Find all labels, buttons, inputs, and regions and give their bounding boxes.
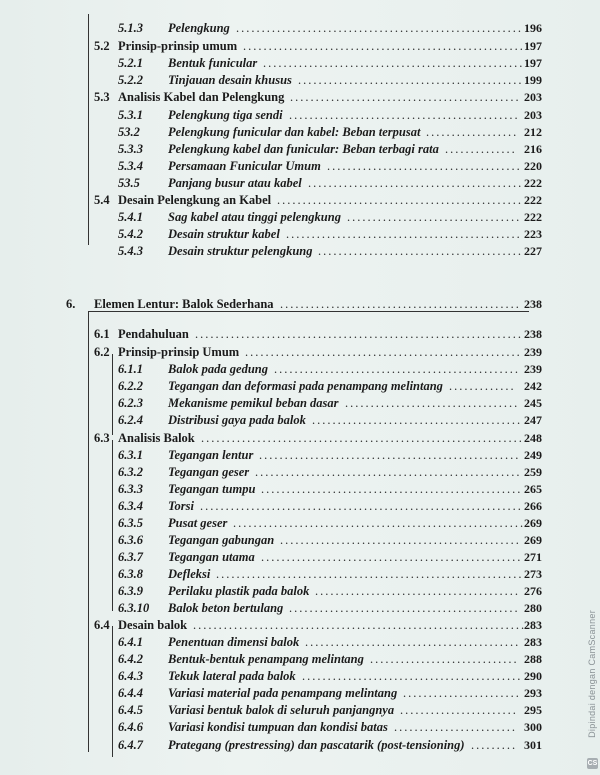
- toc-entry-page: 239: [524, 362, 542, 376]
- toc-entry-title: Perilaku plastik pada balok: [168, 584, 310, 598]
- toc-entry-page: 238: [524, 327, 542, 341]
- toc-entry-page: 265: [524, 482, 542, 496]
- leader-dots: .................................................................: [193, 618, 527, 632]
- leader-dots: ..................: [426, 125, 519, 139]
- toc-entry-number: 6.3.7: [118, 550, 143, 564]
- leader-dots: ...................................................: [261, 482, 523, 496]
- leader-dots: ............................................: [298, 73, 524, 87]
- toc-entry-title: Pelengkung funicular dan kabel: Beban terpusat: [168, 125, 421, 139]
- toc-entry-number: 6.4.1: [118, 635, 143, 649]
- toc-entry-title: Variasi material pada penampang melintang: [168, 686, 398, 700]
- leader-dots: .............................................: [289, 108, 520, 122]
- toc-entry: [0, 532, 600, 549]
- toc-entry-page: 248: [524, 431, 542, 445]
- toc-entry: [0, 72, 600, 89]
- toc-entry-title: Pelengkung: [168, 21, 230, 35]
- toc-entry-title: Tegangan tumpu: [168, 482, 256, 496]
- toc-entry-number: 6.3.2: [118, 465, 143, 479]
- toc-entry: [0, 209, 600, 226]
- leader-dots: ...................................................: [261, 550, 523, 564]
- toc-entry: [0, 226, 600, 243]
- leader-dots: .......................................................: [243, 39, 525, 53]
- leader-dots: .......................: [400, 703, 518, 717]
- toc-entry-page: 276: [524, 584, 542, 598]
- toc-entry: [0, 719, 600, 736]
- toc-entry-page: 301: [524, 738, 542, 752]
- toc-entry-title: Tegangan lentur: [168, 448, 254, 462]
- toc-entry: [0, 464, 600, 481]
- toc-entry-page: 293: [524, 686, 542, 700]
- leader-dots: ...............................................................: [200, 499, 523, 513]
- section-bracket-line: [112, 440, 113, 611]
- leader-dots: ..........................................: [305, 635, 521, 649]
- toc-entry-number: 6.: [66, 297, 76, 311]
- leader-dots: .........................................: [312, 413, 523, 427]
- toc-entry-number: 6.1: [94, 327, 110, 341]
- toc-entry-page: 196: [524, 21, 542, 35]
- toc-entry-title: Tegangan utama: [168, 550, 255, 564]
- toc-entry-page: 239: [524, 345, 542, 359]
- section-bracket-line: [88, 14, 89, 245]
- toc-entry-page: 288: [524, 652, 542, 666]
- toc-entry-number: 5.4: [94, 193, 110, 207]
- leader-dots: ................................................: [274, 362, 520, 376]
- toc-entry-page: 238: [524, 297, 542, 311]
- toc-entry-title: Balok beton bertulang: [168, 601, 284, 615]
- toc-entry-page: 259: [524, 465, 542, 479]
- toc-entry: [0, 89, 600, 106]
- toc-entry: [0, 361, 600, 378]
- toc-entry-page: 216: [524, 142, 542, 156]
- leader-dots: ...................................................: [263, 56, 525, 70]
- toc-entry-number: 6.3.6: [118, 533, 143, 547]
- leader-dots: .............................................: [290, 90, 521, 104]
- toc-entry: [0, 395, 600, 412]
- leader-dots: ...........................................: [302, 669, 523, 683]
- toc-entry: [0, 617, 600, 634]
- toc-entry-number: 6.2: [94, 345, 110, 359]
- toc-entry-number: 5.3.3: [118, 142, 143, 156]
- leader-dots: ........................................: [315, 584, 520, 598]
- toc-entry: [0, 600, 600, 617]
- toc-entry: [0, 344, 600, 361]
- leader-dots: ...............................................: [280, 297, 521, 311]
- toc-entry-page: 269: [524, 516, 542, 530]
- toc-entry-title: Tegangan dan deformasi pada penampang melintang: [168, 379, 443, 393]
- toc-entry-title: Prinsip-prinsip Umum: [118, 345, 240, 359]
- toc-entry-page: 242: [524, 379, 542, 393]
- toc-entry-page: 283: [524, 635, 542, 649]
- toc-entry: [0, 481, 600, 498]
- toc-entry-title: Bentuk-bentuk penampang melintang: [168, 652, 364, 666]
- toc-entry-page: 223: [524, 227, 542, 241]
- toc-entry: [0, 566, 600, 583]
- toc-entry-number: 6.1.1: [118, 362, 143, 376]
- section-bracket-line: [112, 354, 113, 435]
- leader-dots: ..................................: [347, 210, 522, 224]
- leader-dots: .............................: [370, 652, 519, 666]
- toc-entry-title: Distribusi gaya pada balok: [168, 413, 306, 427]
- scanner-watermark: Dipindai dengan CamScanner: [587, 610, 597, 738]
- toc-entry: [0, 326, 600, 343]
- toc-entry: [0, 737, 600, 754]
- toc-entry: [0, 107, 600, 124]
- toc-entry-number: 6.4.3: [118, 669, 143, 683]
- toc-entry-page: 295: [524, 703, 542, 717]
- toc-entry-page: 271: [524, 550, 542, 564]
- toc-entry-number: 6.4.5: [118, 703, 143, 717]
- toc-entry-number: 53.5: [118, 176, 140, 190]
- leader-dots: ...............................................: [280, 533, 521, 547]
- toc-entry-title: Tegangan geser: [168, 465, 250, 479]
- leader-dots: ........................................................: [236, 21, 523, 35]
- toc-entry-page: 197: [524, 39, 542, 53]
- toc-entry-number: 5.2: [94, 39, 110, 53]
- toc-entry-page: 269: [524, 533, 542, 547]
- toc-entry-number: 6.3.1: [118, 448, 143, 462]
- leader-dots: ...................................................: [259, 448, 521, 462]
- leader-dots: ........................: [394, 720, 517, 734]
- toc-entry-number: 6.3.8: [118, 567, 143, 581]
- toc-entry: [0, 412, 600, 429]
- toc-entry-number: 5.4.3: [118, 244, 143, 258]
- toc-entry: [0, 158, 600, 175]
- toc-entry: [0, 702, 600, 719]
- leader-dots: .........: [471, 738, 518, 752]
- toc-entry-page: 273: [524, 567, 542, 581]
- toc-entry: [0, 651, 600, 668]
- toc-entry: [0, 685, 600, 702]
- toc-entry-title: Analisis Balok: [118, 431, 195, 445]
- toc-entry-number: 6.3.4: [118, 499, 143, 513]
- toc-entry-number: 6.3.5: [118, 516, 143, 530]
- toc-entry-page: 227: [524, 244, 542, 258]
- toc-entry: [0, 634, 600, 651]
- toc-entry-number: 5.3.4: [118, 159, 143, 173]
- toc-entry-page: 290: [524, 669, 542, 683]
- toc-entry-number: 6.3.10: [118, 601, 150, 615]
- toc-entry-page: 203: [524, 108, 542, 122]
- toc-entry-title: Pelengkung kabel dan funicular: Beban terbagi rata: [168, 142, 439, 156]
- toc-entry-title: Tegangan gabungan: [168, 533, 275, 547]
- toc-entry-title: Variasi bentuk balok di seluruh panjangnya: [168, 703, 395, 717]
- leader-dots: ......................................: [327, 159, 522, 173]
- leader-dots: ..................................: [345, 396, 520, 410]
- toc-entry: [0, 141, 600, 158]
- toc-entry-title: Sag kabel atau tinggi pelengkung: [168, 210, 341, 224]
- toc-entry-title: Persamaan Funicular Umum: [168, 159, 321, 173]
- toc-entry-number: 6.2.2: [118, 379, 143, 393]
- toc-entry: [0, 668, 600, 685]
- toc-entry-number: 53.2: [118, 125, 140, 139]
- toc-entry-number: 5.1.3: [118, 21, 143, 35]
- toc-entry: [0, 549, 600, 566]
- toc-entry-number: 6.4: [94, 618, 110, 632]
- toc-entry-title: Tekuk lateral pada balok: [168, 669, 296, 683]
- toc-entry: [0, 38, 600, 55]
- leader-dots: .............................................: [289, 601, 520, 615]
- leader-dots: ..............................................: [286, 227, 522, 241]
- toc-entry-number: 5.2.1: [118, 56, 143, 70]
- section-bracket-line: [88, 311, 89, 752]
- toc-entry-page: 199: [524, 73, 542, 87]
- toc-entry: [0, 20, 600, 37]
- toc-entry: [0, 447, 600, 464]
- section-bracket-line: [112, 626, 113, 757]
- leader-dots: .......................: [403, 686, 521, 700]
- leader-dots: ................................................: [277, 193, 523, 207]
- toc-entry-page: 266: [524, 499, 542, 513]
- section-bracket-line: [88, 311, 529, 312]
- leader-dots: ........................................: [318, 244, 523, 258]
- toc-entry-title: Mekanisme pemikul beban dasar: [168, 396, 339, 410]
- leader-dots: ................................................................: [195, 327, 523, 341]
- leader-dots: ...............................................................: [201, 431, 524, 445]
- toc-entry-title: Balok pada gedung: [168, 362, 269, 376]
- toc-entry: [0, 175, 600, 192]
- camscanner-logo-icon: CS: [587, 760, 598, 767]
- toc-entry-number: 6.2.3: [118, 396, 143, 410]
- toc-entry-number: 6.4.4: [118, 686, 143, 700]
- leader-dots: .........................................................: [233, 516, 526, 530]
- leader-dots: ......................................................: [245, 345, 522, 359]
- toc-entry-number: 6.4.7: [118, 738, 143, 752]
- leader-dots: ....................................................: [255, 465, 522, 479]
- toc-entry-title: Panjang busur atau kabel: [168, 176, 302, 190]
- toc-entry-page: 245: [524, 396, 542, 410]
- leader-dots: ............................................................: [216, 567, 524, 581]
- toc-entry-title: Desain struktur pelengkung: [168, 244, 313, 258]
- toc-entry: [0, 430, 600, 447]
- toc-entry-title: Pusat geser: [168, 516, 228, 530]
- toc-entry-page: 222: [524, 176, 542, 190]
- toc-entry-title: Prategang (prestressing) dan pascatarik (post-tensioning): [168, 738, 465, 752]
- toc-entry-page: 220: [524, 159, 542, 173]
- toc-entry-number: 6.3: [94, 431, 110, 445]
- toc-entry: [0, 378, 600, 395]
- toc-entry-number: 5.4.1: [118, 210, 143, 224]
- toc-entry-title: Analisis Kabel dan Pelengkung: [118, 90, 285, 104]
- toc-entry-number: 6.3.3: [118, 482, 143, 496]
- toc-entry-page: 222: [524, 210, 542, 224]
- toc-entry-number: 6.4.6: [118, 720, 143, 734]
- toc-entry-title: Torsi: [168, 499, 194, 513]
- toc-entry-title: Variasi kondisi tumpuan dan kondisi batas: [168, 720, 388, 734]
- leader-dots: ..............: [445, 142, 517, 156]
- leader-dots: .............: [449, 379, 516, 393]
- toc-entry-title: Penentuan dimensi balok: [168, 635, 300, 649]
- toc-entry-page: 249: [524, 448, 542, 462]
- toc-entry-page: 280: [524, 601, 542, 615]
- toc-entry-title: Pendahuluan: [118, 327, 189, 341]
- toc-entry-number: 6.4.2: [118, 652, 143, 666]
- toc-entry: [0, 498, 600, 515]
- toc-entry-number: 6.3.9: [118, 584, 143, 598]
- toc-entry: [0, 243, 600, 260]
- toc-entry-number: 6.2.4: [118, 413, 143, 427]
- toc-entry-title: Defleksi: [168, 567, 211, 581]
- toc-entry: [0, 583, 600, 600]
- toc-entry-title: Bentuk funicular: [168, 56, 258, 70]
- leader-dots: ..........................................: [308, 176, 524, 190]
- toc-entry-page: 300: [524, 720, 542, 734]
- toc-entry-page: 197: [524, 56, 542, 70]
- toc-entry-title: Prinsip-prinsip umum: [118, 39, 238, 53]
- toc-entry: [0, 55, 600, 72]
- toc-entry-title: Tinjauan desain khusus: [168, 73, 292, 87]
- toc-entry-number: 5.3: [94, 90, 110, 104]
- toc-entry-number: 5.4.2: [118, 227, 143, 241]
- toc-entry-page: 247: [524, 413, 542, 427]
- toc-entry-title: Desain struktur kabel: [168, 227, 280, 241]
- toc-entry: [0, 515, 600, 532]
- toc-entry: [0, 192, 600, 209]
- toc-entry-title: Desain balok: [118, 618, 188, 632]
- toc-entry-page: 203: [524, 90, 542, 104]
- toc-entry-title: Elemen Lentur: Balok Sederhana: [94, 297, 274, 311]
- toc-entry: [0, 124, 600, 141]
- toc-entry-title: Pelengkung tiga sendi: [168, 108, 283, 122]
- toc-entry-page: 283: [524, 618, 542, 632]
- toc-entry-title: Desain Pelengkung an Kabel: [118, 193, 272, 207]
- toc-entry-page: 212: [524, 125, 542, 139]
- toc-entry-number: 5.3.1: [118, 108, 143, 122]
- toc-entry-number: 5.2.2: [118, 73, 143, 87]
- toc-entry-page: 222: [524, 193, 542, 207]
